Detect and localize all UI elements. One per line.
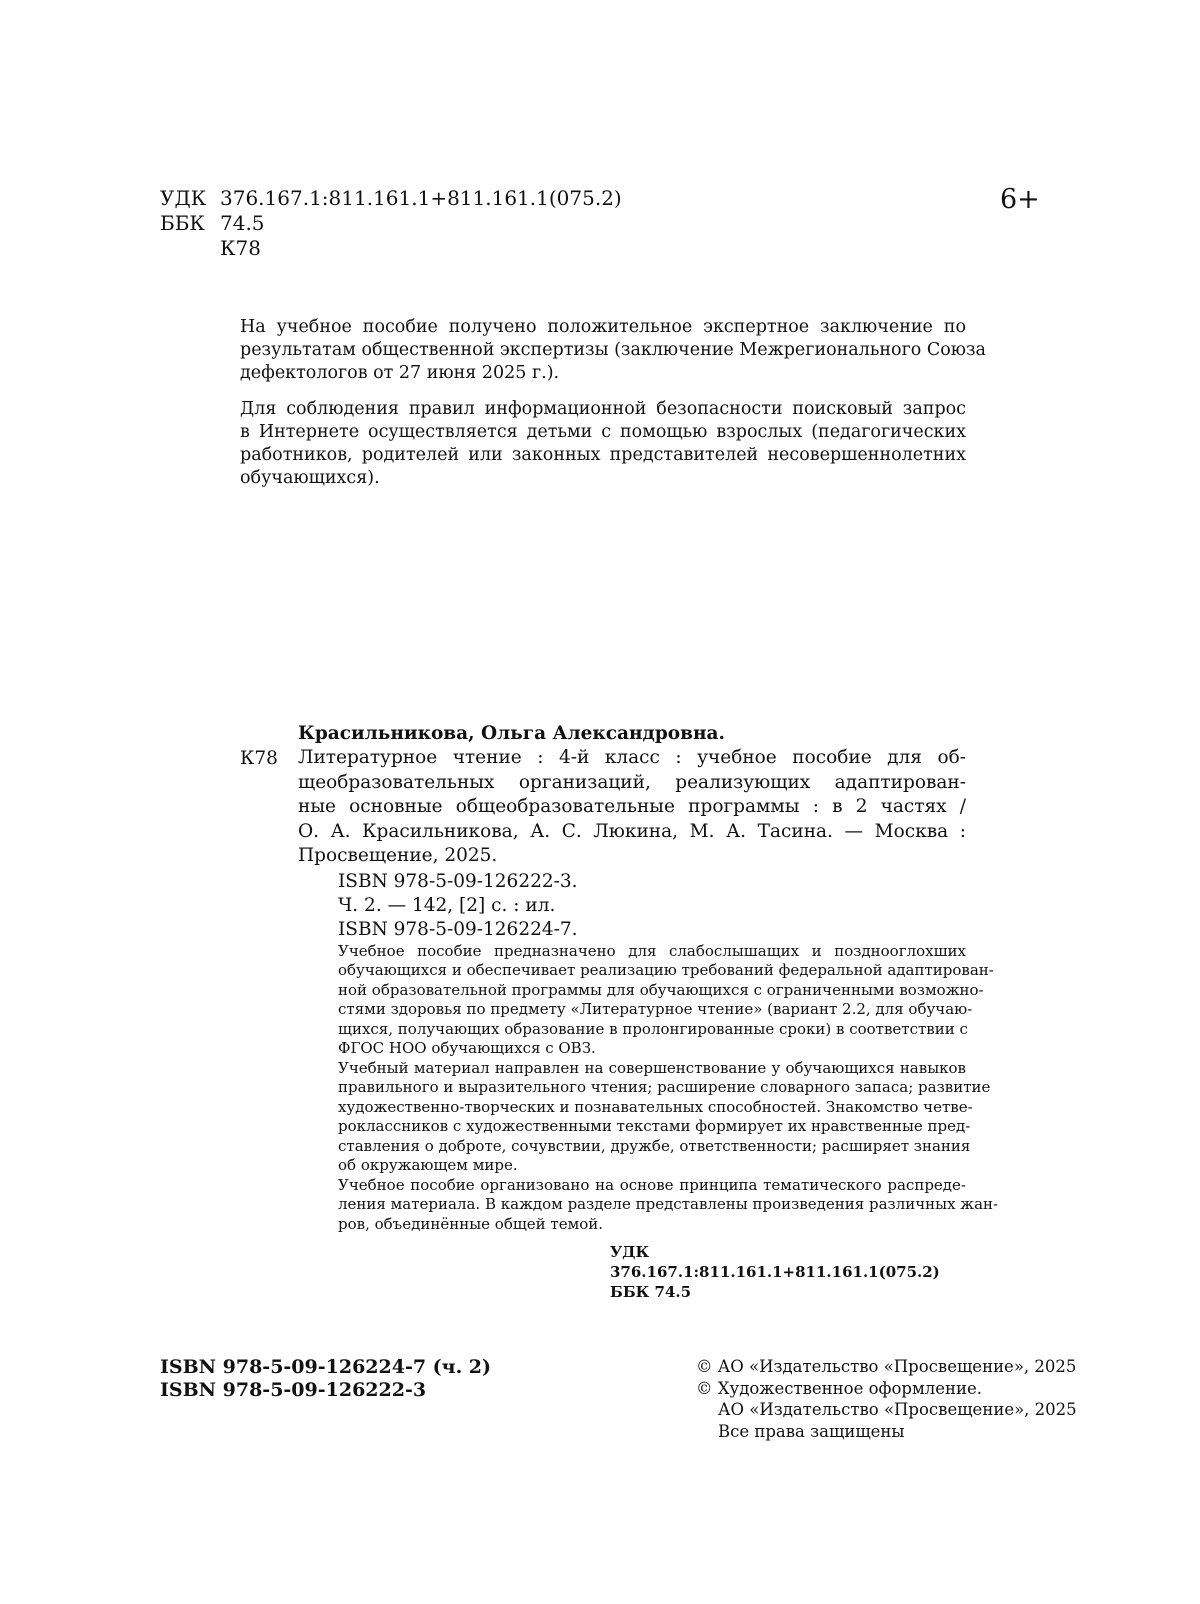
udk-value: 376.167.1:811.161.1+811.161.1(075.2) <box>220 186 622 210</box>
copyright-block <box>696 1356 1077 1442</box>
card-bbk: ББК 74.5 <box>610 1283 692 1301</box>
card-isbn-block <box>240 870 966 942</box>
expert-note-line: результатам общественной экспертизы (заключение Межрегионального Союза <box>240 340 986 360</box>
annotation-paragraph <box>338 1058 991 1176</box>
annotation-line: обучающихся и обеспечивает реализацию требований федеральной адаптирован- <box>338 961 994 979</box>
safety-note-line: Для соблюдения правил информационной безопасности поисковый запрос <box>240 399 966 419</box>
card-annotation <box>240 941 999 1235</box>
copyright-line: © АО «Издательство «Просвещение», 2025 <box>696 1357 1077 1376</box>
annotation-line: ФГОС НОО обучающихся с ОВЗ. <box>338 1039 596 1057</box>
safety-note <box>240 398 966 490</box>
copyright-line: Все права защищены <box>718 1421 905 1441</box>
annotation-line: ления материала. В каждом разделе представлены произведения различных жан- <box>338 1195 999 1213</box>
annotation-line: ной образовательной программы для обучающихся с ограниченными возможно- <box>338 980 984 999</box>
expert-note <box>240 316 986 385</box>
annotation-paragraph <box>338 941 994 1059</box>
card-isbn-line: ISBN 978-5-09-126222-3. <box>338 870 578 892</box>
annotation-line: стями здоровья по предмету «Литературное чтение» (вариант 2.2, для обучаю- <box>338 1000 973 1018</box>
isbn-part: ISBN 978-5-09-126224-7 (ч. 2) <box>160 1356 492 1378</box>
card-classification-codes <box>240 1242 966 1302</box>
annotation-paragraph <box>338 1175 999 1235</box>
expert-note-line: На учебное пособие получено положительное экспертное заключение по <box>240 317 966 337</box>
annotation-line: Учебное пособие предназначено для слабослышащих и позднооглохших <box>338 941 966 960</box>
classification-block <box>160 186 622 261</box>
bbk-row <box>160 211 622 236</box>
annotation-line: ров, объединённые общей темой. <box>338 1214 604 1233</box>
card-isbn-line: Ч. 2. — 142, [2] с. : ил. <box>338 894 556 916</box>
annotation-line: художественно-творческих и познавательных способностей. Знакомство четве- <box>338 1097 973 1116</box>
annotation-line: Учебное пособие организовано на основе принципа тематического распреде- <box>338 1175 966 1194</box>
card-udk: УДК 376.167.1:811.161.1+811.161.1(075.2) <box>610 1243 940 1281</box>
card-author: Красильникова, Ольга Александровна. <box>298 723 725 744</box>
card-description-line: ные основные общеобразовательные программы : в 2 частях / <box>298 796 966 817</box>
card-description-line: Просвещение, 2025. <box>298 845 498 866</box>
copyright-line: АО «Издательство «Просвещение», 2025 <box>718 1400 1077 1419</box>
expert-note-line: дефектологов от 27 июня 2025 г.). <box>240 363 560 383</box>
annotation-line: об окружающем мире. <box>338 1156 518 1174</box>
annotation-line: ставления о доброте, сочувствии, дружбе, ответственности; расширяет знания <box>338 1136 971 1155</box>
card-description-line: О. А. Красильникова, А. С. Люкина, М. А. Тасина. — Москва : <box>298 820 966 842</box>
author-mark: К78 <box>220 236 261 260</box>
card-isbn-line: ISBN 978-5-09-126224-7. <box>338 918 578 940</box>
safety-note-line: обучающихся). <box>240 468 380 488</box>
catalog-card <box>240 721 999 1302</box>
udk-row <box>160 186 622 211</box>
annotation-line: щихся, получающих образование в пролонгированные сроки) в соответствии с <box>338 1019 968 1038</box>
bbk-label: ББК <box>160 211 205 235</box>
annotation-line: роклассников с художественными текстами формирует их нравственные пред- <box>338 1117 971 1135</box>
card-description <box>240 746 966 869</box>
copyright-line: © Художественное оформление. <box>696 1378 983 1398</box>
card-description-line: щеобразовательных организаций, реализующих адаптирован- <box>298 771 966 793</box>
safety-note-line: в Интернете осуществляется детьми с помощью взрослых (педагогических <box>240 422 966 442</box>
isbn-total: ISBN 978-5-09-126222-3 <box>160 1379 427 1401</box>
safety-note-line: работников, родителей или законных представителей несовершеннолетних <box>240 445 966 465</box>
card-code: К78 <box>240 748 278 769</box>
card-description-line: Литературное чтение : 4-й класс : учебное пособие для об- <box>298 747 966 768</box>
age-rating: 6+ <box>1000 184 1040 215</box>
bbk-value: 74.5 <box>220 211 265 235</box>
annotation-line: правильного и выразительного чтения; расширение словарного запаса; развитие <box>338 1078 991 1096</box>
annotation-line: Учебный материал направлен на совершенствование у обучающихся навыков <box>338 1058 966 1077</box>
udk-label: УДК <box>160 186 207 210</box>
footer-isbn-block <box>160 1356 491 1402</box>
